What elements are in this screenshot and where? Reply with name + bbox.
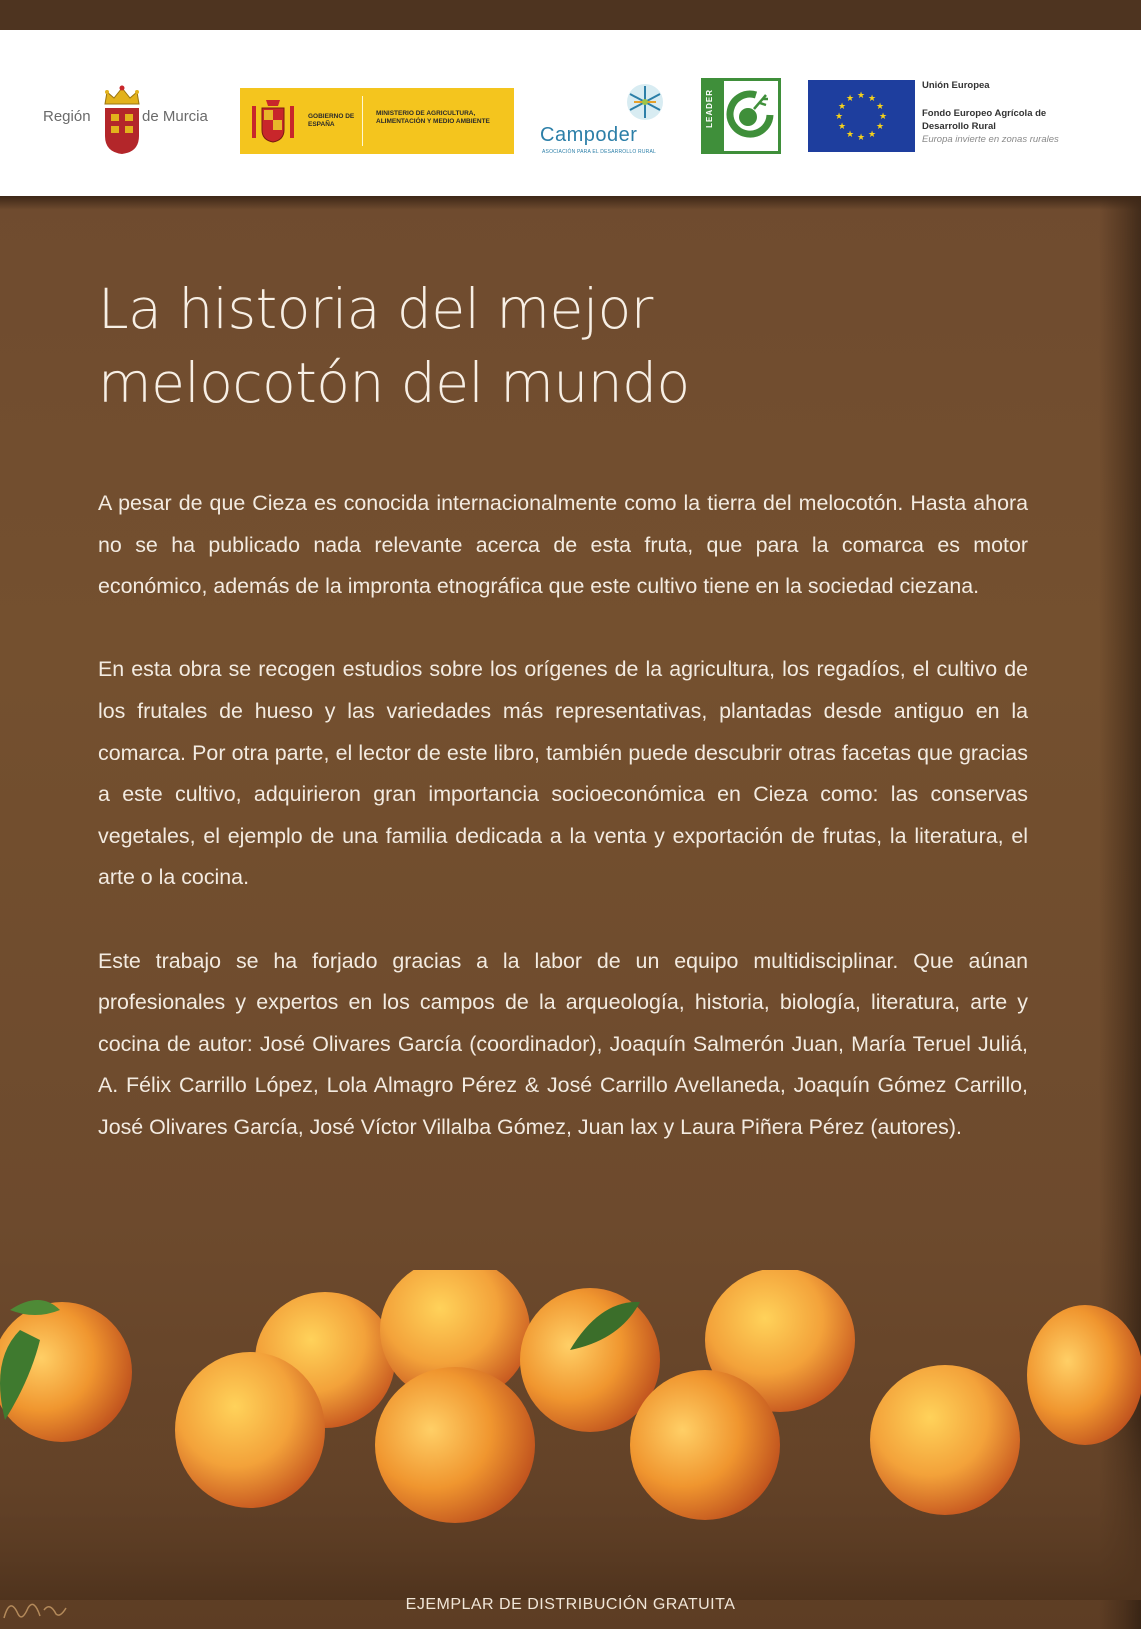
peach xyxy=(1027,1305,1141,1445)
gobierno-label: GOBIERNO DE ESPAÑA xyxy=(308,113,355,128)
region-murcia-left-text: Región xyxy=(43,108,91,125)
campoder-logo xyxy=(540,80,680,160)
svg-text:★: ★ xyxy=(875,101,885,111)
page-title xyxy=(98,272,998,420)
footer-text: EJEMPLAR DE DISTRIBUCIÓN GRATUITA xyxy=(405,1596,736,1613)
leader-emblem-icon xyxy=(726,85,776,149)
eu-title: Unión Europea xyxy=(922,80,990,91)
leader-label: LEADER xyxy=(705,89,714,128)
gobierno-espana-logo xyxy=(240,88,514,154)
paragraph-1: A pesar de que Cieza es conocida internacionalmente como la tierra del melocotón. Hasta ahora no se ha publicado nada relevante acerca de esta fruta, que para la comarca es motor económico, además de la impronta etnográfica que este cultivo tiene en la sociedad ciezana. xyxy=(98,491,1028,599)
svg-text:★: ★ xyxy=(867,129,877,139)
svg-text:★: ★ xyxy=(845,93,855,103)
eu-text-block xyxy=(922,80,1112,145)
crown-icon xyxy=(102,84,142,106)
eu-stars-icon xyxy=(808,80,915,152)
campoder-name: Campoder xyxy=(540,124,638,146)
svg-text:★: ★ xyxy=(845,129,855,139)
gobierno-divider xyxy=(362,96,363,146)
title-line-2: melocotón del mundo xyxy=(98,351,690,415)
title-line-1: La historia del mejor xyxy=(98,277,653,341)
leader-logo xyxy=(701,78,781,154)
campoder-star-icon xyxy=(622,82,668,122)
svg-text:★: ★ xyxy=(867,93,877,103)
eu-motto: Europa invierte en zonas rurales xyxy=(922,134,1059,145)
peaches-illustration xyxy=(0,1270,1141,1600)
svg-text:★: ★ xyxy=(834,111,844,121)
murcia-shield-icon xyxy=(103,106,141,156)
region-murcia-logo xyxy=(40,84,225,160)
top-strip xyxy=(0,0,1141,30)
peach xyxy=(630,1370,780,1520)
peach xyxy=(870,1365,1020,1515)
peach xyxy=(175,1352,325,1508)
svg-text:★: ★ xyxy=(856,90,866,100)
svg-text:★: ★ xyxy=(878,111,888,121)
spain-coat-of-arms-icon xyxy=(248,96,298,146)
campoder-subtitle: ASOCIACIÓN PARA EL DESARROLLO RURAL xyxy=(542,149,656,155)
eu-flag xyxy=(808,80,915,152)
svg-text:★: ★ xyxy=(837,101,847,111)
svg-text:★: ★ xyxy=(856,132,866,142)
ministry-label: MINISTERIO DE AGRICULTURA, ALIMENTACIÓN Y MEDIO AMBIENTE xyxy=(376,110,490,125)
paragraph-3: Este trabajo se ha forjado gracias a la labor de un equipo multidisciplinar. Que aúnan profesionales y expertos en los campos de la arqueología, historia, biología, literatura, arte y cocina de autor: José Olivares García (coordinador), Joaquín Salmerón Juan, María Teruel Juliá, A. Félix Carrillo López, Lola Almagro Pérez & José Carrillo Avellaneda, Joaquín Gómez Carrillo, José Olivares García, José Víctor Villalba Gómez, Juan lax y Laura Piñera Pérez (autores). xyxy=(98,948,1028,1139)
region-murcia-right-text: de Murcia xyxy=(142,108,208,125)
svg-text:★: ★ xyxy=(875,121,885,131)
body-text xyxy=(98,483,1028,1190)
logo-bar-shadow xyxy=(0,196,1141,210)
eu-fund: Fondo Europeo Agrícola de Desarrollo Rural xyxy=(922,108,1047,132)
peach xyxy=(375,1367,535,1523)
paragraph-2: En esta obra se recogen estudios sobre los orígenes de la agricultura, los regadíos, el cultivo de los frutales de hueso y las variedades más representativas, plantadas desde antiguo en la comarca. Por otra parte, el lector de este libro, también puede descubrir otras facetas que gracias a este cultivo, adquirieron gran importancia socioeconómica en Cieza como: las conservas vegetales, el ejemplo de una familia dedicada a la venta y exportación de frutas, la literatura, el arte o la cocina. xyxy=(98,657,1028,890)
leader-bar xyxy=(704,81,724,151)
svg-text:★: ★ xyxy=(837,121,847,131)
